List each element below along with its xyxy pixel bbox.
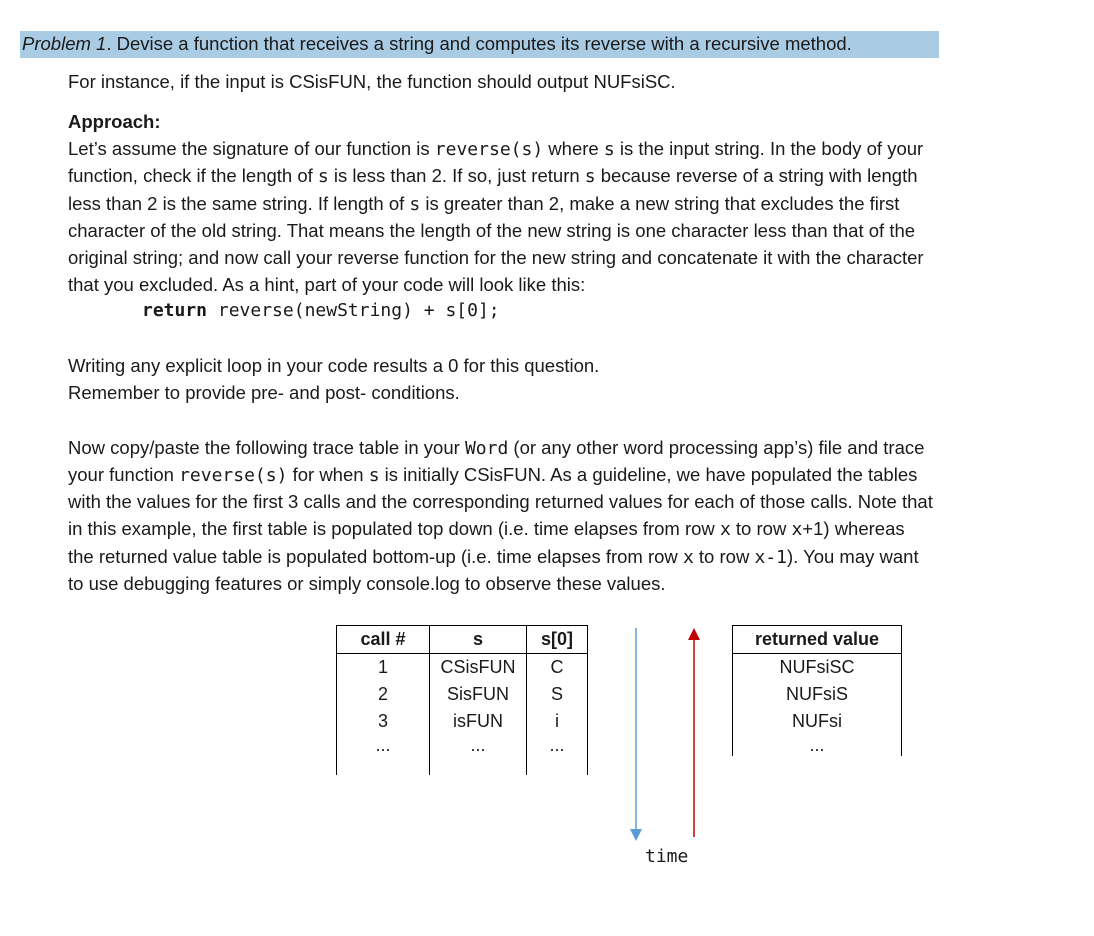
table-row — [337, 654, 588, 682]
table-header-row — [337, 626, 588, 654]
trace-line-4: in this example, the first table is populated top down (i.e. time elapses from row x to row x+1) whereas — [68, 518, 905, 540]
cell: ... — [337, 735, 430, 775]
returned-value-table — [732, 625, 902, 756]
cell: 3 — [337, 708, 430, 735]
cell: ... — [430, 735, 527, 775]
cell: NUFsi — [733, 708, 902, 735]
down-arrow-head — [630, 829, 642, 841]
table-row — [733, 654, 902, 682]
cell: C — [527, 654, 588, 682]
cell: NUFsiS — [733, 681, 902, 708]
table-row — [337, 708, 588, 735]
up-arrow-head — [688, 628, 700, 640]
cell: 2 — [337, 681, 430, 708]
table-header-row — [733, 626, 902, 654]
header-returned-value: returned value — [733, 626, 902, 654]
trace-line-2: your function reverse(s) for when s is initially CSisFUN. As a guideline, we have populated the tables — [68, 464, 918, 486]
approach-line-4: character of the old string. That means the length of the new string is one character less than that of the — [68, 220, 916, 241]
problem-title: Problem 1. Devise a function that receives a string and computes its reverse with a recursive method. — [22, 33, 852, 54]
cell: S — [527, 681, 588, 708]
time-label: time — [645, 846, 689, 867]
approach-line-6: that you excluded. As a hint, part of your code will look like this: — [68, 274, 586, 295]
table-row — [337, 681, 588, 708]
approach-heading: Approach: — [68, 111, 161, 132]
header-s0: s[0] — [527, 626, 588, 654]
cell: i — [527, 708, 588, 735]
call-trace-table — [336, 625, 588, 775]
instance-line: For instance, if the input is CSisFUN, the function should output NUFsiSC. — [68, 71, 676, 92]
trace-line-5: the returned value table is populated bottom-up (i.e. time elapses from row x to row x-1). You may want — [68, 546, 919, 568]
approach-line-5: original string; and now call your reverse function for the new string and concatenate it with the character — [68, 247, 924, 268]
cell: 1 — [337, 654, 430, 682]
cell: NUFsiSC — [733, 654, 902, 682]
cell: ... — [733, 735, 902, 756]
conditions-rule: Remember to provide pre- and post- conditions. — [68, 382, 460, 403]
loop-rule: Writing any explicit loop in your code results a 0 for this question. — [68, 355, 600, 376]
approach-line-2: function, check if the length of s is less than 2. If so, just return s because reverse of a string with length — [68, 165, 918, 187]
table-row — [337, 735, 588, 775]
cell: isFUN — [430, 708, 527, 735]
table-row — [733, 681, 902, 708]
code-hint: return reverse(newString) + s[0]; — [142, 300, 500, 321]
cell: ... — [527, 735, 588, 775]
approach-line-1: Let’s assume the signature of our function is reverse(s) where s is the input string. In the body of your — [68, 138, 924, 160]
cell: CSisFUN — [430, 654, 527, 682]
time-arrows — [620, 625, 710, 845]
table-row — [733, 735, 902, 756]
trace-line-1: Now copy/paste the following trace table in your Word (or any other word processing app’s) file and trace — [68, 437, 925, 459]
approach-line-3: less than 2 is the same string. If length of s is greater than 2, make a new string that excludes the first — [68, 193, 900, 215]
cell: SisFUN — [430, 681, 527, 708]
trace-line-6: to use debugging features or simply console.log to observe these values. — [68, 573, 666, 594]
table-row — [733, 708, 902, 735]
header-s: s — [430, 626, 527, 654]
header-call: call # — [337, 626, 430, 654]
trace-line-3: with the values for the first 3 calls and the corresponding returned values for each of those calls. Note that — [68, 491, 933, 512]
